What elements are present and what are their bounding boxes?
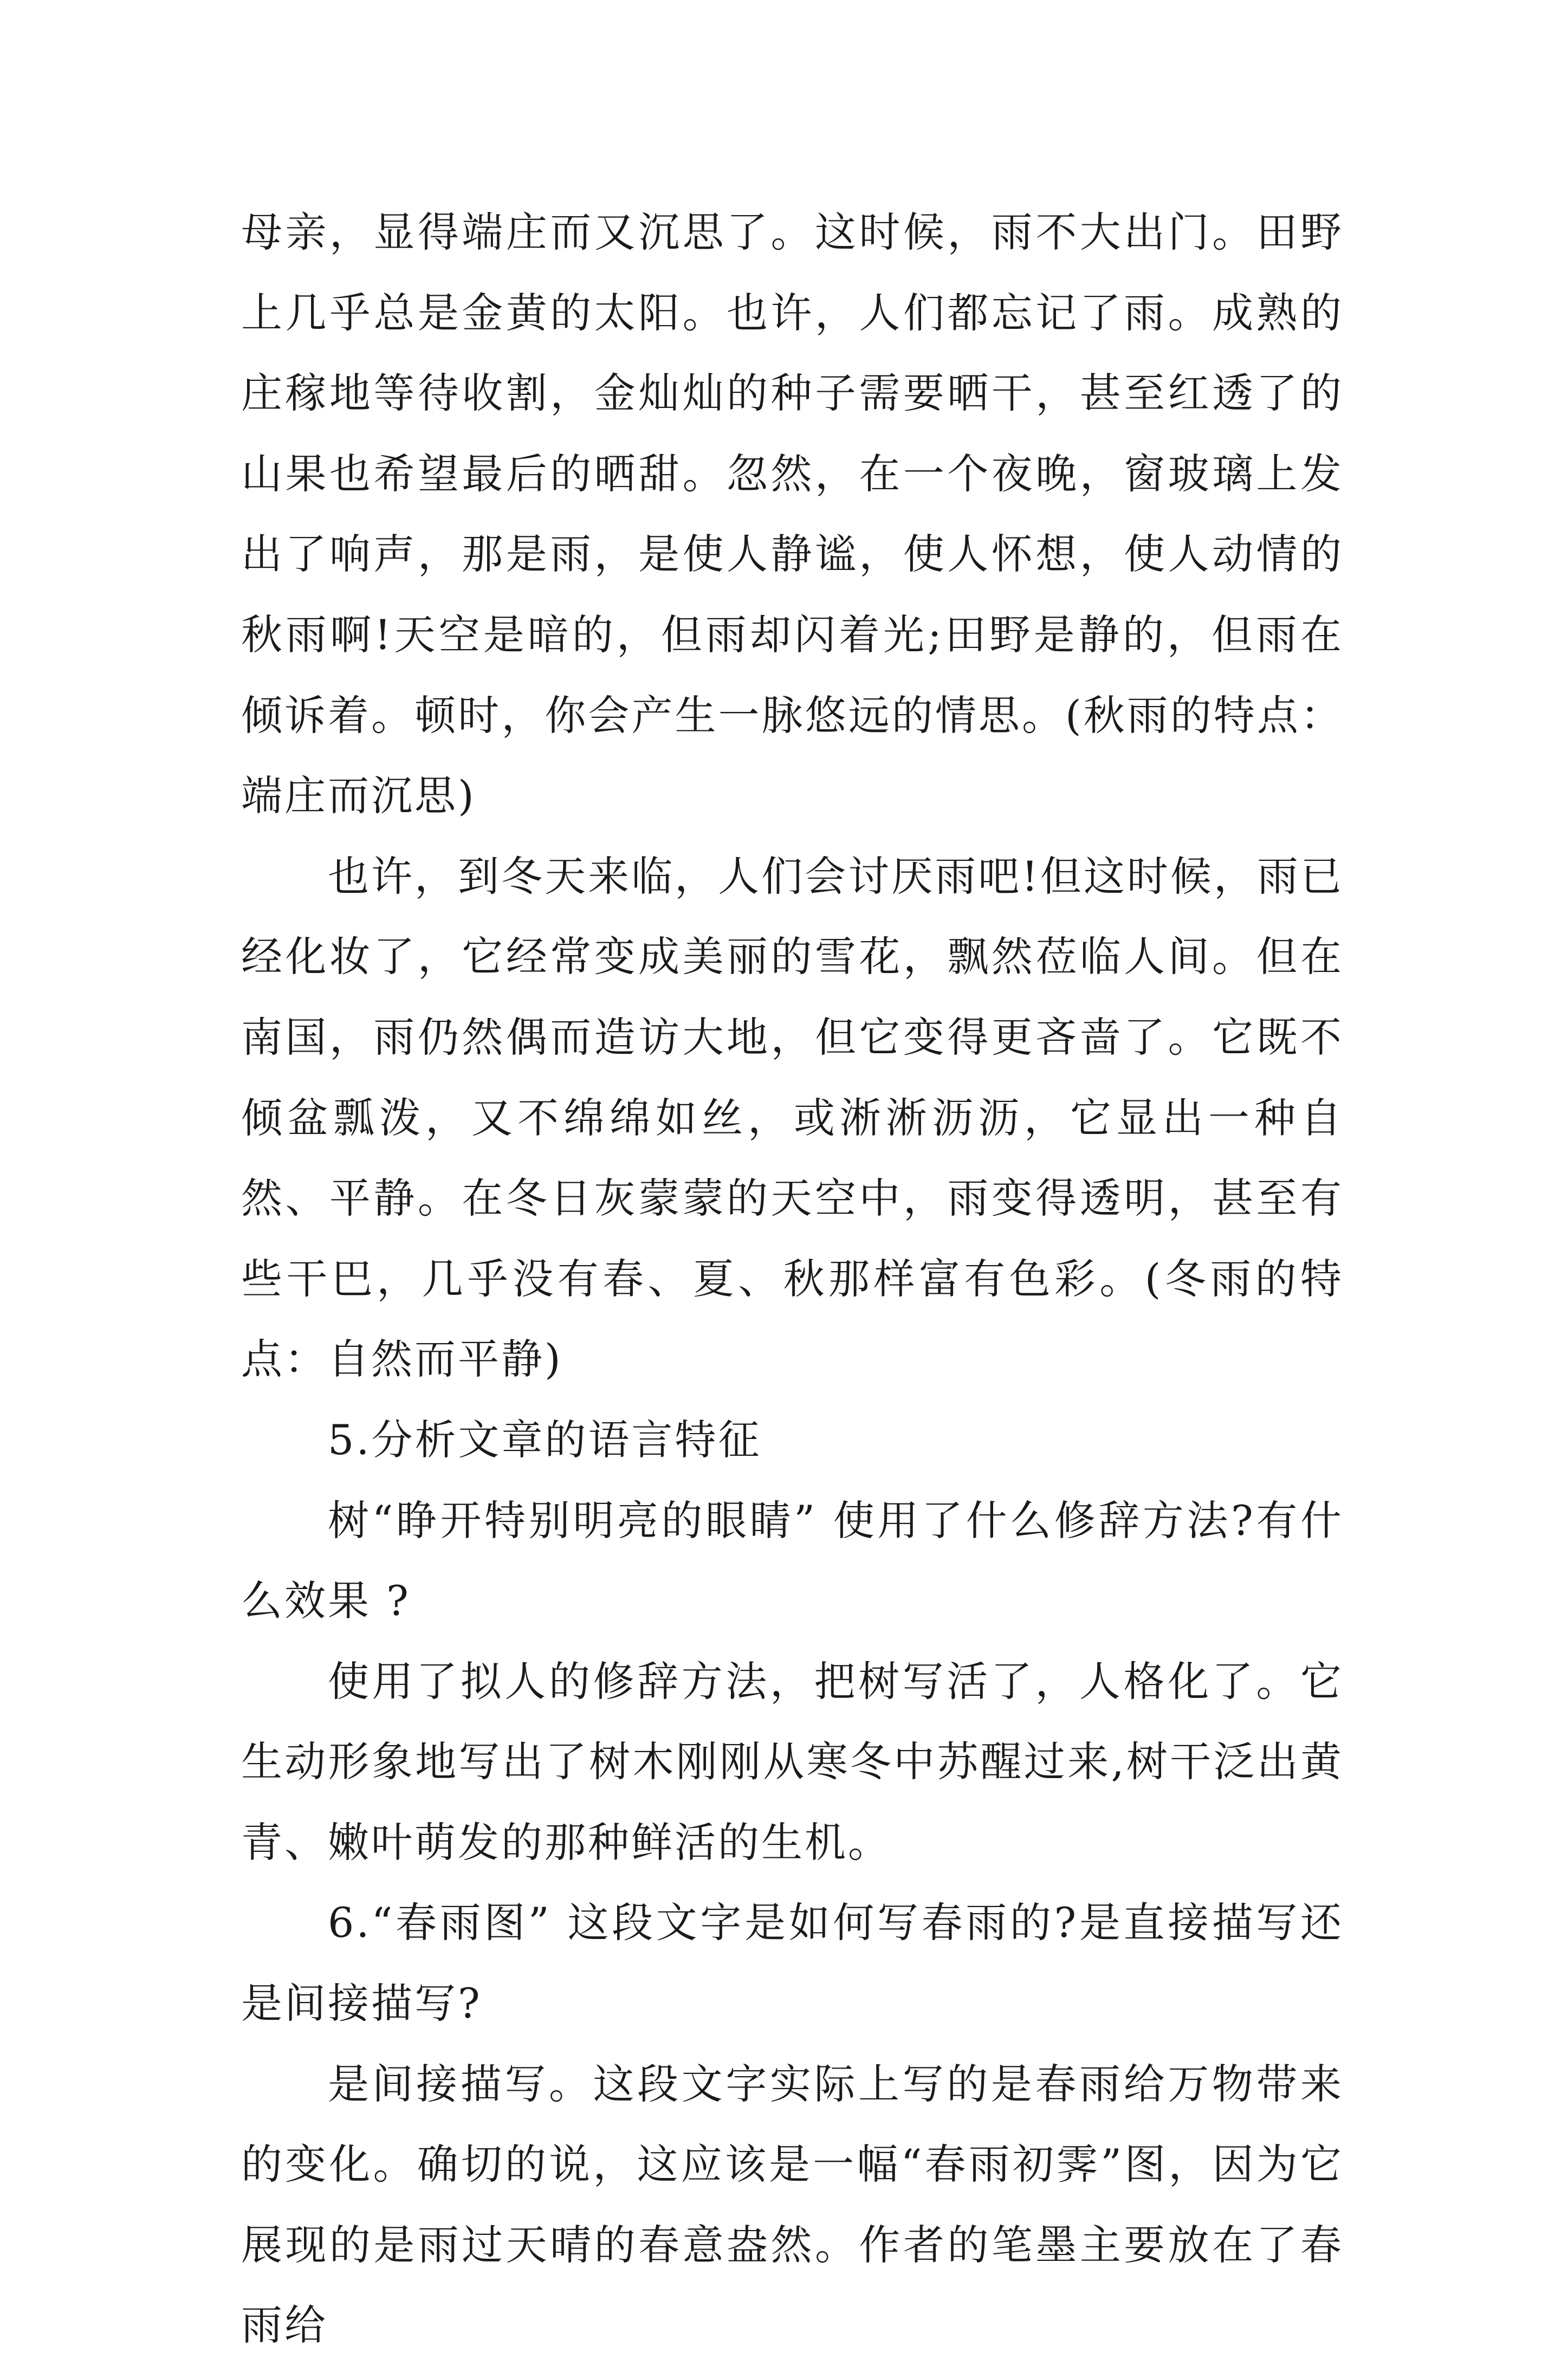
answer-rhetoric: 使用了拟人的修辞方法，把树写活了，人格化了。它生动形象地写出了树木刚刚从寒冬中苏醒过来,树干泛出黄青、嫩叶萌发的那种鲜活的生机。 [241,1657,1344,1866]
paragraph-winter-rain: 也许，到冬天来临，人们会讨厌雨吧!但这时候，雨已经化妆了，它经常变成美丽的雪花，飘然莅临人间。但在南国，雨仍然偶而造访大地，但它变得更吝啬了。它既不倾盆瓢泼，又不绵绵如丝，或淅淅沥沥，它显出一种自然、平静。在冬日灰蒙蒙的天空中，雨变得透明，甚至有些干巴，几乎没有春、夏、秋那样富有色彩。(冬雨的特点：自然而平静) [241,852,1344,1384]
paragraph-autumn-rain: 母亲，显得端庄而又沉思了。这时候，雨不大出门。田野上几乎总是金黄的太阳。也许，人们都忘记了雨。成熟的庄稼地等待收割，金灿灿的种子需要晒干，甚至红透了的山果也希望最后的晒甜。忽然，在一个夜晚，窗玻璃上发出了响声，那是雨，是使人静谧，使人怀想，使人动情的秋雨啊!天空是暗的，但雨却闪着光;田野是静的，但雨在倾诉着。顿时，你会产生一脉悠远的情思。(秋雨的特点：端庄而沉思) [241,208,1344,820]
question-rhetoric: 树“睁开特别明亮的眼睛” 使用了什么修辞方法?有什么效果 ? [241,1496,1344,1625]
question-spring-rain: 6.“春雨图” 这段文字是如何写春雨的?是直接描写还是间接描写? [241,1898,1344,2028]
answer-spring-rain: 是间接描写。这段文字实际上写的是春雨给万物带来的变化。确切的说，这应该是一幅“春雨初霁”图，因为它展现的是雨过天晴的春意盎然。作者的笔墨主要放在了春雨给 [241,2059,1344,2350]
heading-language-features: 5.分析文章的语言特征 [328,1415,762,1464]
document-body [241,192,1344,2366]
